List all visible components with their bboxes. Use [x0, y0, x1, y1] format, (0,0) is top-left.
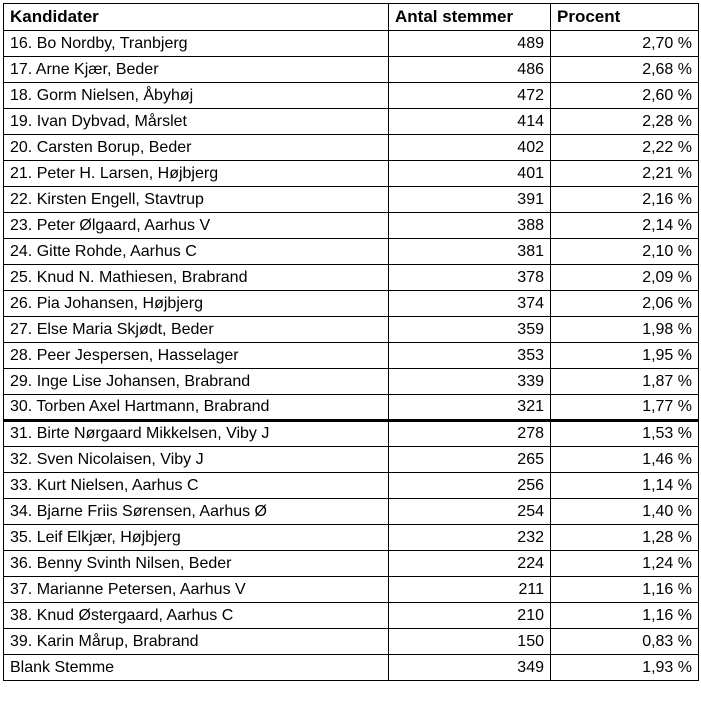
- candidate-name: 19. Ivan Dybvad, Mårslet: [4, 109, 389, 135]
- vote-percent: 2,21 %: [551, 161, 699, 187]
- candidate-name: 24. Gitte Rohde, Aarhus C: [4, 239, 389, 265]
- vote-count: 402: [389, 135, 551, 161]
- table-row: [4, 447, 699, 473]
- candidate-name: 37. Marianne Petersen, Aarhus V: [4, 577, 389, 603]
- candidate-name: 28. Peer Jespersen, Hasselager: [4, 343, 389, 369]
- header-candidates: Kandidater: [4, 4, 389, 31]
- vote-count: 211: [389, 577, 551, 603]
- table-row: [4, 265, 699, 291]
- table-row: [4, 291, 699, 317]
- vote-count: 256: [389, 473, 551, 499]
- vote-percent: 1,14 %: [551, 473, 699, 499]
- vote-percent: 2,22 %: [551, 135, 699, 161]
- results-table: [3, 3, 699, 681]
- vote-count: 339: [389, 369, 551, 395]
- candidate-name: 17. Arne Kjær, Beder: [4, 57, 389, 83]
- candidate-name: 31. Birte Nørgaard Mikkelsen, Viby J: [4, 421, 389, 447]
- vote-count: 254: [389, 499, 551, 525]
- vote-percent: 1,87 %: [551, 369, 699, 395]
- candidate-name: Blank Stemme: [4, 655, 389, 681]
- vote-count: 391: [389, 187, 551, 213]
- vote-percent: 2,10 %: [551, 239, 699, 265]
- vote-count: 278: [389, 421, 551, 447]
- vote-count: 359: [389, 317, 551, 343]
- header-votes: Antal stemmer: [389, 4, 551, 31]
- vote-percent: 2,14 %: [551, 213, 699, 239]
- vote-count: 378: [389, 265, 551, 291]
- table-row: [4, 135, 699, 161]
- vote-count: 381: [389, 239, 551, 265]
- candidate-name: 27. Else Maria Skjødt, Beder: [4, 317, 389, 343]
- candidate-name: 29. Inge Lise Johansen, Brabrand: [4, 369, 389, 395]
- vote-percent: 2,06 %: [551, 291, 699, 317]
- vote-percent: 0,83 %: [551, 629, 699, 655]
- candidate-name: 23. Peter Ølgaard, Aarhus V: [4, 213, 389, 239]
- table-row: [4, 551, 699, 577]
- candidate-name: 32. Sven Nicolaisen, Viby J: [4, 447, 389, 473]
- candidate-name: 36. Benny Svinth Nilsen, Beder: [4, 551, 389, 577]
- vote-count: 486: [389, 57, 551, 83]
- table-row: [4, 369, 699, 395]
- candidate-name: 35. Leif Elkjær, Højbjerg: [4, 525, 389, 551]
- table-row: [4, 655, 699, 681]
- header-percent: Procent: [551, 4, 699, 31]
- vote-percent: 2,60 %: [551, 83, 699, 109]
- candidate-name: 33. Kurt Nielsen, Aarhus C: [4, 473, 389, 499]
- vote-count: 374: [389, 291, 551, 317]
- vote-percent: 2,28 %: [551, 109, 699, 135]
- table-row: [4, 239, 699, 265]
- table-row: [4, 629, 699, 655]
- vote-count: 232: [389, 525, 551, 551]
- table-row: [4, 395, 699, 421]
- candidate-name: 38. Knud Østergaard, Aarhus C: [4, 603, 389, 629]
- candidate-name: 25. Knud N. Mathiesen, Brabrand: [4, 265, 389, 291]
- vote-percent: 2,68 %: [551, 57, 699, 83]
- table-row: [4, 317, 699, 343]
- vote-percent: 1,53 %: [551, 421, 699, 447]
- vote-percent: 1,95 %: [551, 343, 699, 369]
- candidate-name: 26. Pia Johansen, Højbjerg: [4, 291, 389, 317]
- candidate-name: 18. Gorm Nielsen, Åbyhøj: [4, 83, 389, 109]
- vote-percent: 1,93 %: [551, 655, 699, 681]
- table-row: [4, 57, 699, 83]
- table-row: [4, 577, 699, 603]
- table-row: [4, 499, 699, 525]
- table-row: [4, 161, 699, 187]
- candidate-name: 16. Bo Nordby, Tranbjerg: [4, 31, 389, 57]
- table-row: [4, 343, 699, 369]
- vote-percent: 1,24 %: [551, 551, 699, 577]
- vote-percent: 1,98 %: [551, 317, 699, 343]
- candidate-name: 34. Bjarne Friis Sørensen, Aarhus Ø: [4, 499, 389, 525]
- vote-percent: 2,09 %: [551, 265, 699, 291]
- vote-count: 414: [389, 109, 551, 135]
- vote-percent: 1,28 %: [551, 525, 699, 551]
- vote-count: 224: [389, 551, 551, 577]
- vote-percent: 2,16 %: [551, 187, 699, 213]
- vote-count: 388: [389, 213, 551, 239]
- vote-count: 349: [389, 655, 551, 681]
- candidate-name: 21. Peter H. Larsen, Højbjerg: [4, 161, 389, 187]
- vote-count: 150: [389, 629, 551, 655]
- table-row: [4, 31, 699, 57]
- header-row: [4, 4, 699, 31]
- vote-percent: 1,16 %: [551, 577, 699, 603]
- table-row: [4, 83, 699, 109]
- vote-count: 265: [389, 447, 551, 473]
- candidate-name: 20. Carsten Borup, Beder: [4, 135, 389, 161]
- vote-percent: 1,77 %: [551, 395, 699, 421]
- table-row: [4, 421, 699, 447]
- vote-percent: 2,70 %: [551, 31, 699, 57]
- vote-count: 489: [389, 31, 551, 57]
- vote-count: 210: [389, 603, 551, 629]
- vote-percent: 1,40 %: [551, 499, 699, 525]
- table-row: [4, 109, 699, 135]
- candidate-name: 22. Kirsten Engell, Stavtrup: [4, 187, 389, 213]
- table-body: [4, 31, 699, 681]
- candidate-name: 30. Torben Axel Hartmann, Brabrand: [4, 395, 389, 421]
- table-row: [4, 603, 699, 629]
- vote-count: 401: [389, 161, 551, 187]
- table-row: [4, 473, 699, 499]
- vote-percent: 1,16 %: [551, 603, 699, 629]
- table-row: [4, 525, 699, 551]
- table-row: [4, 213, 699, 239]
- candidate-name: 39. Karin Mårup, Brabrand: [4, 629, 389, 655]
- table-row: [4, 187, 699, 213]
- vote-count: 321: [389, 395, 551, 421]
- vote-percent: 1,46 %: [551, 447, 699, 473]
- vote-count: 472: [389, 83, 551, 109]
- vote-count: 353: [389, 343, 551, 369]
